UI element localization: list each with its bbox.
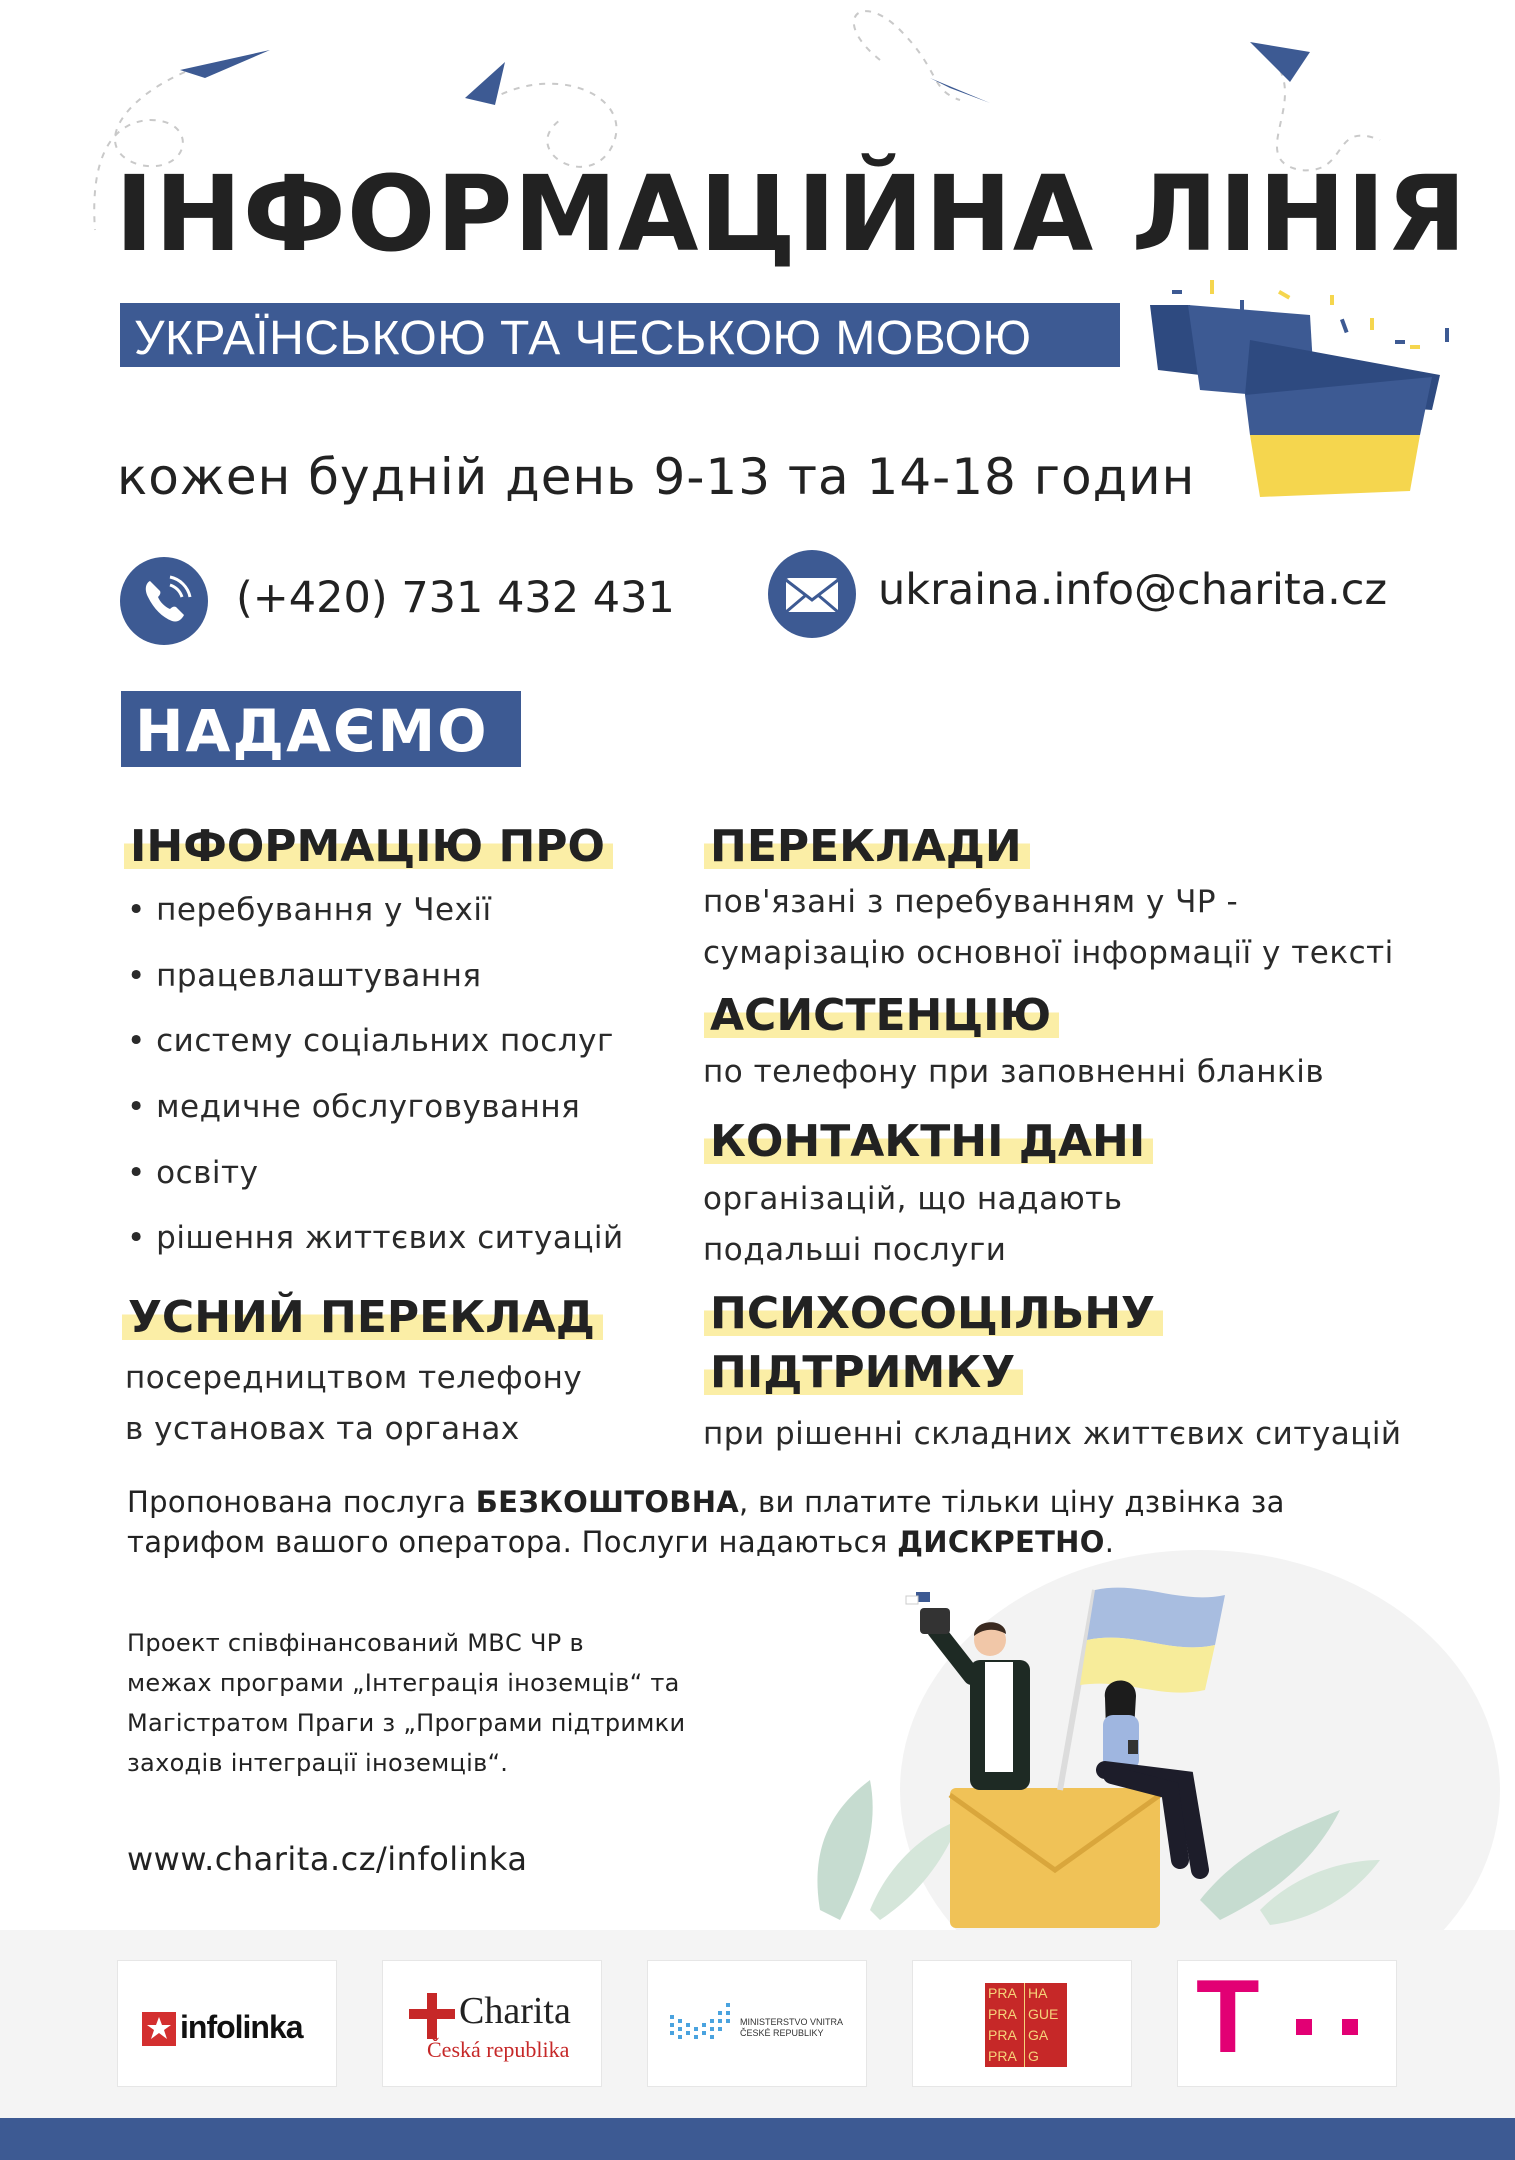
contact-data-heading: КОНТАКТНІ ДАНІ [704,1117,1153,1168]
charita-cross-icon [407,1991,457,2041]
info-item: • перебування у Чехії [127,892,492,928]
info-item: • медичне обслуговування [127,1089,581,1125]
charita-logo: Charita Česká republika [382,1960,602,2087]
bottom-color-bar [0,2118,1515,2160]
provide-label: НАДАЄМО [135,697,489,765]
subtitle-banner [120,303,1120,367]
project-funding-text: Проект співфінансований МВС ЧР в межах програми „Інтеграція іноземців“ та Магістратом Праги з „Програми підтримки заходів інтеграції іноземців“. [127,1629,686,1777]
paper-plane-icon [180,50,270,78]
star-icon [142,2012,176,2046]
paper-plane-icon [465,62,505,105]
translations-line: пов'язані з перебуванням у ЧР - [703,884,1239,920]
praha-logo: PRA HA PRA GUE PRA GA PRA G [912,1960,1132,2087]
info-item: • працевлаштування [127,958,482,994]
info-item: • систему соціальних послуг [127,1023,614,1059]
telekom-dot-icon [1296,2019,1312,2035]
schedule-text: кожен будній день 9-13 та 14-18 годин [117,448,1196,506]
translations-line: сумарізацію основної інформації у тексті [703,935,1394,971]
telekom-logo: T [1177,1960,1397,2087]
contact-data-line: організацій, що надають [703,1181,1123,1217]
website-link[interactable]: www.charita.cz/infolinka [127,1840,528,1878]
contact-data-line: подальші послуги [703,1232,1007,1268]
info-heading: ІНФОРМАЦІЮ ПРО [124,822,613,873]
translations-heading: ПЕРЕКЛАДИ [704,822,1030,873]
subtitle-text: УКРАЇНСЬКОЮ ТА ЧЕСЬКОЮ МОВОЮ [134,312,1032,365]
oral-translation-line: в установах та органах [125,1411,520,1447]
info-item: • освіту [127,1155,259,1191]
free-label: БЕЗКОШТОВНА [475,1485,740,1519]
phone-number[interactable]: (+420) 731 432 431 [236,573,675,623]
email-address[interactable]: ukraina.info@charita.cz [878,565,1388,615]
assistance-line: по телефону при заповненні бланків [703,1054,1325,1090]
ministry-emblem-icon [670,2001,732,2045]
telekom-dot-icon [1342,2019,1358,2035]
ministry-logo: MINISTERSTVO VNITRA ČESKÉ REPUBLIKY [647,1960,867,2087]
provide-label-box [121,691,521,767]
info-item: • рішення життєвих ситуацій [127,1220,624,1256]
oral-translation-line: посередництвом телефону [125,1360,583,1396]
paper-plane-icon [1250,42,1310,82]
assistance-heading: АСИСТЕНЦІЮ [704,991,1059,1042]
discreet-label: ДИСКРЕТНО [897,1525,1105,1559]
psychosocial-heading: ПСИХОСОЦІЛЬНУ [704,1289,1163,1340]
infolinka-logo: infolinka [117,1960,337,2087]
phone-icon [120,557,208,645]
psychosocial-heading-line2: ПІДТРИМКУ [704,1348,1023,1399]
envelope-icon [768,550,856,638]
free-service-note: Пропонована послуга БЕЗКОШТОВНА, ви платите тільки ціну дзвінка за тарифом вашого оператора. Послуги надаються ДИСКРЕТНО. [127,1485,1285,1559]
page-title: ІНФОРМАЦІЙНА ЛІНІЯ [115,153,1468,275]
psychosocial-line: при рішенні складних життєвих ситуацій [703,1416,1402,1452]
oral-translation-heading: УСНИЙ ПЕРЕКЛАД [122,1293,603,1344]
